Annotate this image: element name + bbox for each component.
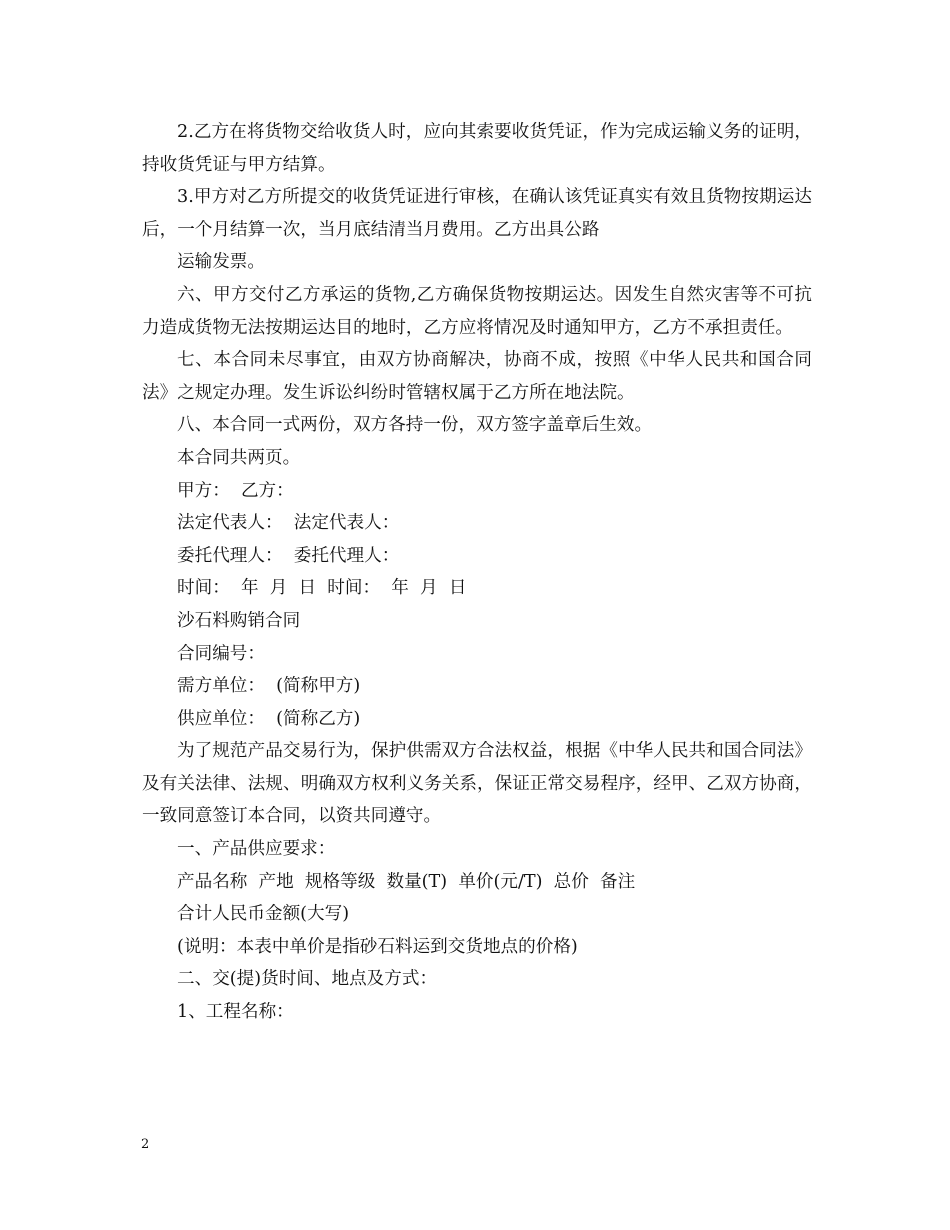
- supplier-line: 供应单位： (简称乙方): [177, 708, 361, 729]
- contract-title: 沙石料购销合同: [177, 610, 301, 631]
- page-count-note: 本合同共两页。: [177, 447, 301, 468]
- price-note: (说明：本表中单价是指砂石料运到交货地点的价格): [177, 936, 578, 957]
- buyer-line: 需方单位： (简称甲方): [177, 676, 361, 697]
- preamble-paragraph: 为了规范产品交易行为，保护供需双方合法权益，根据《中华人民共和国合同法》及有关法律、法规、明确双方权利义务关系，保证正常交易程序，经甲、乙双方协商，一致同意签订本合同，以资共同遵守。: [142, 741, 812, 827]
- section-two-heading: 二、交(提)货时间、地点及方式：: [177, 969, 438, 990]
- section-one-heading: 一、产品供应要求：: [177, 839, 336, 860]
- paragraph-receipt-voucher: 2.乙方在将货物交给收货人时，应向其索要收货凭证，作为完成运输义务的证明，持收货凭证与甲方结算。: [142, 122, 812, 175]
- authorized-agent-line: 委托代理人： 委托代理人：: [177, 545, 400, 566]
- date-line: 时间： 年 月 日 时间： 年 月 日: [177, 578, 467, 599]
- contract-number-line: 合同编号：: [177, 643, 265, 664]
- clause-eight: 八、本合同一式两份，双方各持一份，双方签字盖章后生效。: [177, 415, 653, 436]
- product-table-header: 产品名称 产地 规格等级 数量(T) 单价(元/T) 总价 备注: [177, 871, 636, 892]
- clause-six: 六、甲方交付乙方承运的货物,乙方确保货物按期运达。因发生自然灾害等不可抗力造成货物无法按期运达目的地时，乙方应将情况及时通知甲方，乙方不承担责任。: [142, 284, 812, 338]
- paragraph-invoice: 运输发票。: [177, 252, 265, 273]
- legal-representative-line: 法定代表人： 法定代表人：: [177, 513, 400, 534]
- page-number: 2: [141, 1137, 150, 1152]
- project-name-line: 1、工程名称：: [177, 1002, 294, 1023]
- paragraph-settlement: 3.甲方对乙方所提交的收货凭证进行审核，在确认该凭证真实有效且货物按期运达后，一个月结算一次，当月底结清当月费用。乙方出具公路: [142, 187, 812, 240]
- party-line: 甲方： 乙方：: [177, 480, 294, 501]
- total-amount-line: 合计人民币金额(大写): [177, 904, 350, 925]
- document-body: [142, 116, 812, 1029]
- clause-seven: 七、本合同未尽事宜，由双方协商解决，协商不成，按照《中华人民共和国合同法》之规定办理。发生诉讼纠纷时管辖权属于乙方所在地法院。: [142, 350, 812, 403]
